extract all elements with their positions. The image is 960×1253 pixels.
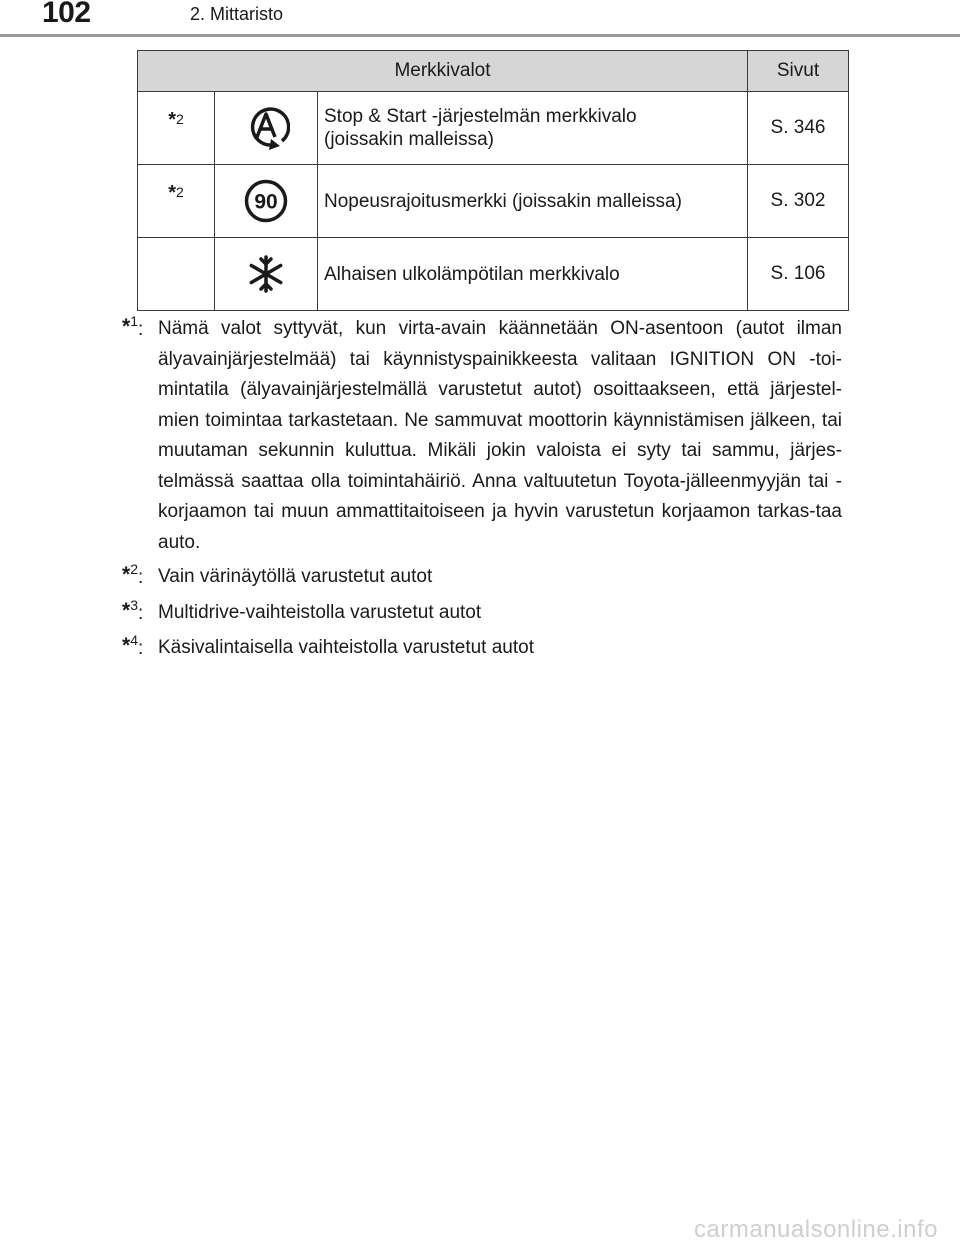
speed-limit-value: 90 [254, 190, 278, 214]
page-number: 102 [42, 0, 91, 29]
section-title: 2. Mittaristo [190, 4, 284, 24]
auto-a-stop-start-icon [242, 103, 290, 153]
column-header-lamps: Merkkivalot [138, 51, 748, 92]
footnote-marker: *$^2$: [122, 561, 144, 588]
page-ref-cell: S. 106 [748, 238, 849, 311]
description-cell [318, 92, 748, 165]
speed-limit-sign-icon [243, 178, 289, 224]
footnote-star: * [168, 181, 176, 204]
footnote-marker: *$^4$: [122, 632, 144, 659]
icon-cell [215, 238, 318, 311]
table-header-row [138, 51, 849, 92]
note-cell [138, 238, 215, 311]
description-line: (joissakin malleissa) [324, 129, 494, 150]
indicator-lamps-table [137, 50, 849, 311]
footnote-text: Käsivalintaisella vaihteistolla varustetut autot [158, 637, 534, 658]
note-cell [138, 165, 215, 238]
page-ref-cell: S. 302 [748, 165, 849, 238]
footnote-ref: 2 [176, 183, 184, 200]
snowflake-icon [246, 254, 286, 294]
header-divider [0, 34, 960, 37]
description-cell: Alhaisen ulkolämpötilan merkkivalo [318, 238, 748, 311]
description-line: Stop & Start -järjestelmän merkkivalo [324, 106, 637, 127]
footnote-marker: *$^1$: [122, 313, 144, 340]
footnote-text: Nämä valot syttyvät, kun virta-avain käännetään ON-asentoon (autot ilman älyavainjärjestelmää) tai käynnistyspainikkeesta valitaan IGNITION ON -toi-mintatila (älyavainjärjestelmällä varustetut autot) osoittaakseen, että järjestel-mien toimintaa tarkastetaan. Ne sammuvat moottorin käynnistämisen jälkeen, tai muutaman sekunnin kuluttua. Mikäli jokin valoista ei syty tai sammu, järjes-telmässä saattaa olla toimintahäiriö. Anna valtuutetun Toyota-jälleenmyyjän tai -korjaamon tai muun ammattitaitoiseen ja hyvin varustetun korjaamon tarkas-taa auto. [158, 318, 842, 553]
icon-cell [215, 165, 318, 238]
watermark: carmanualsonline.info [694, 1216, 938, 1243]
footnote-star: * [168, 108, 176, 131]
page-header [0, 0, 960, 40]
column-header-pages: Sivut [748, 51, 849, 92]
page-ref-cell: S. 346 [748, 92, 849, 165]
footnote-text: Multidrive-vaihteistolla varustetut autot [158, 601, 482, 623]
table-row [138, 238, 849, 311]
table-row [138, 165, 849, 238]
note-cell [138, 92, 215, 165]
footnotes [122, 314, 842, 669]
footnote-text: Vain värinäytöllä varustetut autot [158, 566, 433, 587]
footnote-marker: *$^3$: [122, 596, 144, 624]
footnote-ref: 2 [176, 110, 184, 127]
footnote [122, 314, 842, 558]
footnote [122, 562, 842, 594]
footnote [122, 633, 842, 665]
description-cell: Nopeusrajoitusmerkki (joissakin malleissa) [318, 165, 748, 238]
table-row [138, 92, 849, 165]
footnote [122, 598, 842, 630]
icon-cell [215, 92, 318, 165]
